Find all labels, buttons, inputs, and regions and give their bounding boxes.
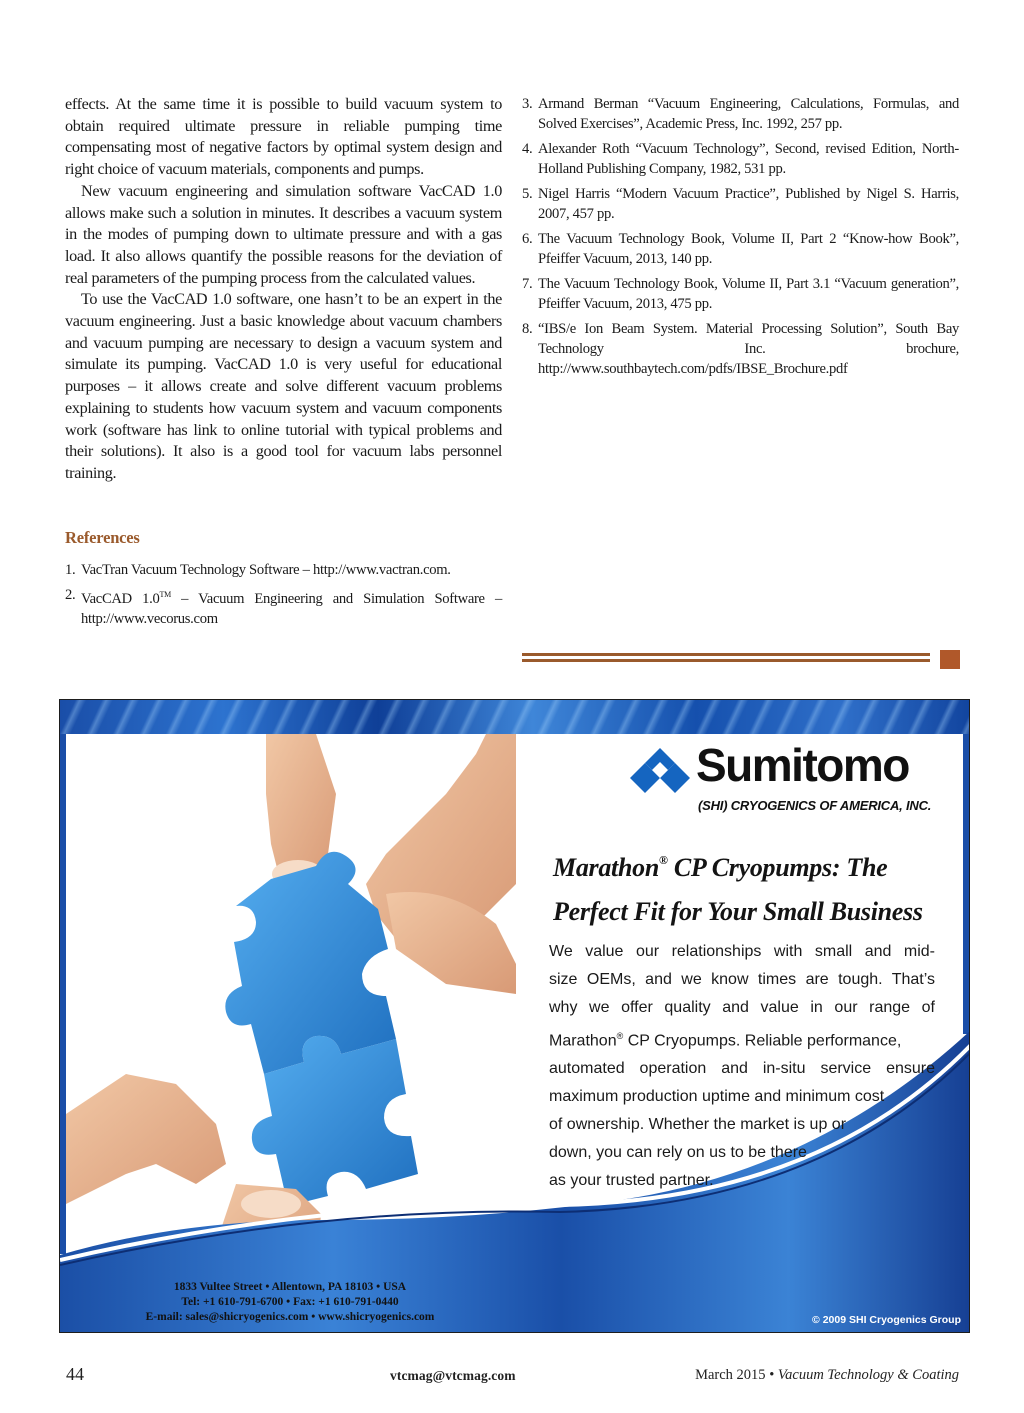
reference-text: The Vacuum Technology Book, Volume II, Part 2 “Know-how Book”, Pfeiffer Vacuum, 2013, 140 pp. xyxy=(538,231,959,267)
page-number: 44 xyxy=(66,1364,84,1384)
reference-text: VacTran Vacuum Technology Software – http://www.vactran.com. xyxy=(81,562,451,578)
reference-text: The Vacuum Technology Book, Volume II, Part 3.1 “Vacuum generation”, Pfeiffer Vacuum, 2013, 475 pp. xyxy=(538,276,959,312)
ad-body-line: size OEMs, and we know times are tough. That’s xyxy=(549,971,935,988)
article-column-left xyxy=(65,94,502,485)
divider-line xyxy=(522,659,930,662)
publication-name: Vacuum Technology & Coating xyxy=(777,1367,959,1383)
references-heading: References xyxy=(65,528,140,547)
advertisement[interactable] xyxy=(59,699,970,1333)
divider-line xyxy=(522,653,930,656)
ad-body-text: CP Cryopumps. Reliable performance, xyxy=(627,1032,902,1050)
address-line: 1833 Vultee Street • Allentown, PA 18103 • USA xyxy=(173,1281,407,1293)
issue-date: March 2015 xyxy=(695,1367,766,1383)
ad-headline xyxy=(553,838,953,934)
reference-text: Nigel Harris “Modern Vacuum Practice”, Published by Nigel S. Harris, 2007, 457 pp. xyxy=(538,186,959,222)
section-divider xyxy=(522,652,930,666)
sumitomo-logo-icon xyxy=(630,748,690,794)
brand-name: Sumitomo xyxy=(696,739,909,791)
phone-line: Tel: +1 610-791-6700 • Fax: +1 610-791-0440 xyxy=(181,1296,399,1308)
headline-part: Marathon xyxy=(553,853,659,882)
brand-subtitle: (SHI) CRYOGENICS OF AMERICA, INC. xyxy=(698,798,932,813)
reference-number: 6. xyxy=(522,231,533,247)
email-web-line[interactable]: E-mail: sales@shicryogenics.com • www.shicryogenics.com xyxy=(145,1311,435,1323)
reference-number: 8. xyxy=(522,321,533,337)
reference-number: 4. xyxy=(522,141,533,157)
reference-text xyxy=(81,585,502,629)
ad-body-line: down, you can rely on us to be there xyxy=(549,1144,807,1162)
ad-body-brand: Marathon xyxy=(549,1032,617,1050)
headline-line xyxy=(553,838,953,890)
reference-text: Armand Berman “Vacuum Engineering, Calculations, Formulas, and Solved Exercises”, Academic Press, Inc. 1992, 257 pp. xyxy=(538,96,959,132)
ad-body-line: as your trusted partner. xyxy=(549,1172,714,1190)
bullet: • xyxy=(769,1367,775,1383)
trademark-mark: TM xyxy=(159,590,171,599)
article-paragraph: New vacuum engineering and simulation software VacCAD 1.0 allows make such a solution in minutes. It describes a vacuum system in the modes of pumping down to ultimate pressure and with a gas load. It also allows quantify the possible reasons for the deviation of real parameters of the pumping process from the calculated values. xyxy=(65,181,502,287)
reference-number: 3. xyxy=(522,96,533,112)
ad-body xyxy=(549,938,935,1195)
reference-text-part: – Vacuum Engineering and Simulation Software – http://www.vecorus.com xyxy=(81,590,502,627)
headline-line: Perfect Fit for Your Small Business xyxy=(553,897,923,926)
reference-item xyxy=(522,139,959,179)
ad-body-line: why we offer quality and value in our range of xyxy=(549,999,935,1016)
ad-body-line xyxy=(549,1022,935,1055)
footer-issue xyxy=(695,1367,959,1384)
reference-item xyxy=(65,560,502,580)
reference-number: 1. xyxy=(65,562,76,578)
reference-item xyxy=(522,184,959,224)
headline-part: CP Cryopumps: The xyxy=(667,853,888,882)
ad-body-line: maximum production uptime and minimum cost xyxy=(549,1088,885,1106)
reference-text-part: VacCAD 1.0 xyxy=(81,590,160,607)
reference-item xyxy=(522,94,959,134)
ad-body-line: of ownership. Whether the market is up or xyxy=(549,1116,847,1134)
reference-item xyxy=(65,585,502,629)
registered-mark: ® xyxy=(616,1031,624,1041)
reference-number: 2. xyxy=(65,587,76,603)
ad-body-line: automated operation and in-situ service ensure xyxy=(549,1060,935,1078)
end-mark-square xyxy=(940,650,960,669)
references-list-right xyxy=(522,94,959,384)
ad-contact xyxy=(100,1280,480,1325)
ad-body-line: We value our relationships with small and mid- xyxy=(549,943,935,960)
reference-item xyxy=(522,319,959,379)
reference-text: “IBS/e Ion Beam System. Material Processing Solution”, South Bay Technology Inc. brochure, http://www.southbaytech.com/pdfs/IBSE_Brochure.pdf xyxy=(538,321,959,377)
reference-item xyxy=(522,274,959,314)
article-paragraph: effects. At the same time it is possible to build vacuum system to obtain required ultimate pressure in reliable pumping time compensating most of negative factors by optimal system design and right choice of vacuum materials, components and pumps. xyxy=(65,95,502,179)
references-list-left xyxy=(65,560,502,634)
article-paragraph: To use the VacCAD 1.0 software, one hasn’t to be an expert in the vacuum engineering. Just a basic knowledge about vacuum chambers and vacuum pumping are necessary to design a vacuum system and simulate its pumping. VacCAD 1.0 is very useful for educational purposes – it allows create and solve different vacuum problems explaining to students how vacuum system and vacuum components work (software has link to online tutorial with typical problems and their solutions). It also is a good tool for vacuum labs personnel training. xyxy=(65,290,502,482)
registered-mark: ® xyxy=(658,853,668,867)
reference-number: 5. xyxy=(522,186,533,202)
footer-email[interactable]: vtcmag@vtcmag.com xyxy=(390,1368,516,1383)
reference-text: Alexander Roth “Vacuum Technology”, Second, revised Edition, North-Holland Publishing Company, 1982, 531 pp. xyxy=(538,141,959,177)
ad-copyright: © 2009 SHI Cryogenics Group xyxy=(812,1314,961,1326)
reference-number: 7. xyxy=(522,276,533,292)
reference-item xyxy=(522,229,959,269)
